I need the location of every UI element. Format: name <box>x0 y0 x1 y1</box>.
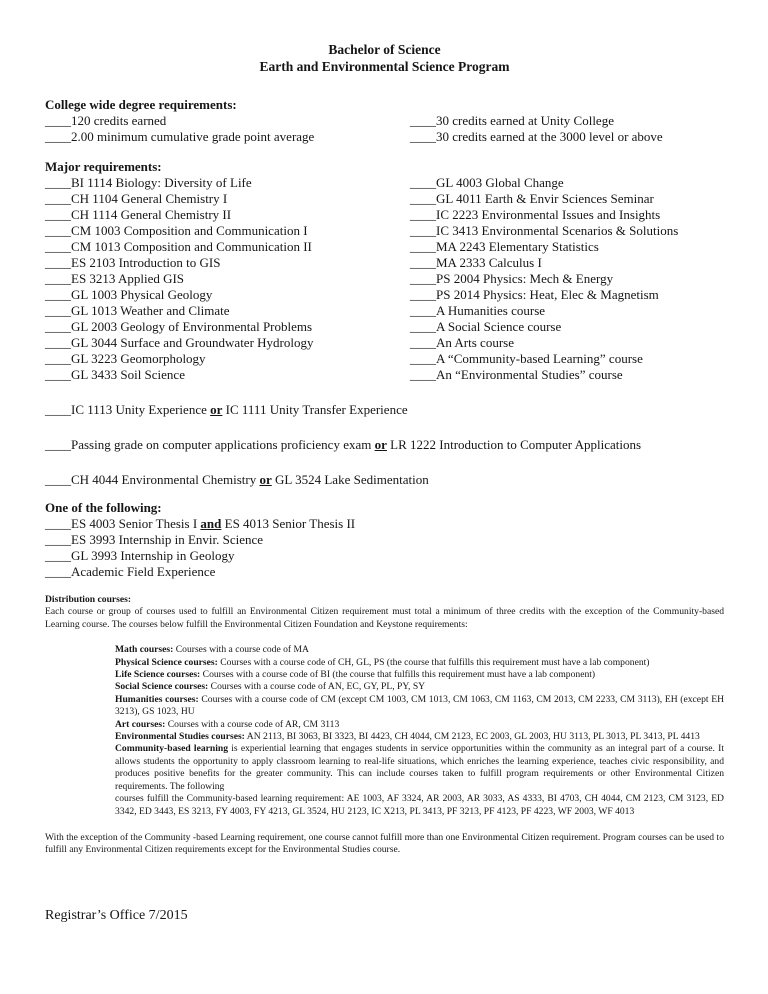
college-right-column <box>410 113 724 145</box>
college-requirements-section <box>45 97 724 145</box>
entry-label: Physical Science courses: <box>115 656 218 668</box>
entry-text: Courses with a course code of AR, CM 3113 <box>167 718 340 730</box>
checklist-item: ____CH 1104 General Chemistry I <box>45 191 228 206</box>
entry-label: Environmental Studies courses: <box>115 731 245 743</box>
or-after-text: LR 1222 Introduction to Computer Applications <box>386 437 642 452</box>
checklist-item: ____A Humanities course <box>410 303 546 318</box>
checklist-item: ____GL 4011 Earth & Envir Sciences Seminar <box>410 191 654 206</box>
one-of-following-section <box>45 500 724 580</box>
entry-text: AN 2113, BI 3063, BI 3323, BI 4423, CH 4044, CM 2123, EC 2003, GL 2003, HU 3113, PL 3013, PL 3413, PL 4413 <box>246 731 700 743</box>
entry-label: Humanities courses: <box>115 693 199 705</box>
distribution-entry-community-based-learning <box>115 743 724 793</box>
checklist-item: ____CH 1114 General Chemistry II <box>45 207 232 222</box>
entry-text: courses fulfill the Community-based learning requirement: AE 1003, AF 3324, AR 2003, AR 3033, AS 4333, BI 4703, CH 4044, CM 2123, CM 3123, ED 3342, ED 3443, ES 3213, FY 4003, FY 4213, GL 3524, HU 2123, IC X213, PL 3413, PF 3213, PF 4123, PF 4223, WF 2003, WF 4013 <box>115 793 724 817</box>
or-requirement-unity-experience <box>45 402 724 418</box>
distribution-intro-paragraph: Each course or group of courses used to fulfill an Environmental Citizen requirement must total a minimum of three credits with the exception of the Community-based Learning course. The courses below fulfill the Environmental Citizen Foundation and Keystone requirements: <box>45 606 724 630</box>
and-after-text: ES 4013 Senior Thesis II <box>221 516 356 531</box>
distribution-entry-art <box>115 719 724 731</box>
entry-label: Art courses: <box>115 718 166 730</box>
or-connector: or <box>374 437 387 452</box>
checklist-item: ____GL 4003 Global Change <box>410 175 564 190</box>
major-requirements-section <box>45 159 724 383</box>
checklist-item: ____IC 3413 Environmental Scenarios & Solutions <box>410 223 679 238</box>
or-connector: or <box>259 472 272 487</box>
checklist-item: ____IC 2223 Environmental Issues and Insights <box>410 207 661 222</box>
checklist-item: ____ES 3213 Applied GIS <box>45 271 185 286</box>
distribution-entry-physical-science <box>115 657 724 669</box>
checklist-item: ____CM 1013 Composition and Communication II <box>45 239 312 254</box>
or-after-text: IC 1111 Unity Transfer Experience <box>222 402 408 417</box>
college-requirements-columns <box>45 113 724 145</box>
college-requirements-heading: College wide degree requirements: <box>45 97 237 112</box>
distribution-entry-environmental-studies <box>115 731 724 743</box>
distribution-entry-humanities <box>115 694 724 719</box>
checklist-item: ____MA 2243 Elementary Statistics <box>410 239 599 254</box>
checklist-item-senior-thesis <box>45 516 724 532</box>
major-requirements-columns <box>45 175 724 383</box>
checklist-item: ____GL 1003 Physical Geology <box>45 287 213 302</box>
distribution-entry-life-science <box>115 669 724 681</box>
checklist-item: ____An “Environmental Studies” course <box>410 367 623 382</box>
checklist-item: ____PS 2014 Physics: Heat, Elec & Magnetism <box>410 287 659 302</box>
college-left-column <box>45 113 410 145</box>
entry-text: is experiential learning that engages students in service opportunities within the community as an integral part of a course. It allows students the opportunity to apply classroom learning to real-life situations, which enriches the learning experience, teaches civic responsibility, and produces positive benefits for the greater community. This can include courses taken to fulfill program requirements or other Environmental Citizen requirements. The following <box>115 743 725 792</box>
distribution-courses-section <box>45 594 724 857</box>
distribution-courses-heading: Distribution courses: <box>45 594 132 605</box>
program-title: Earth and Environmental Science Program <box>259 58 510 74</box>
checklist-item: ____GL 3223 Geomorphology <box>45 351 206 366</box>
checklist-item: ____120 credits earned <box>45 113 167 128</box>
and-connector: and <box>200 516 222 531</box>
entry-text: Courses with a course code of CM (except CM 1003, CM 1013, CM 1063, CM 1163, CM 2013, CM 2233, CM 3113), EH (except EH 3213), GS 1023, HU <box>115 693 724 718</box>
document-title <box>45 42 724 75</box>
checklist-item: ____ES 2103 Introduction to GIS <box>45 255 221 270</box>
checklist-item: ____A “Community-based Learning” course <box>410 351 643 366</box>
entry-text: Courses with a course code of AN, EC, GY, PL, PY, SY <box>210 681 426 693</box>
entry-label: Life Science courses: <box>115 669 201 681</box>
or-before-text: ____Passing grade on computer applications proficiency exam <box>45 437 375 452</box>
checklist-item: ____ES 3993 Internship in Envir. Science <box>45 532 264 547</box>
or-before-text: ____CH 4044 Environmental Chemistry <box>45 472 260 487</box>
or-before-text: ____IC 1113 Unity Experience <box>45 402 211 417</box>
or-connector: or <box>210 402 223 417</box>
entry-label: Math courses: <box>115 644 174 656</box>
major-right-column <box>410 175 724 383</box>
checklist-item: ____CM 1003 Composition and Communication I <box>45 223 308 238</box>
entry-text: Courses with a course code of CH, GL, PS (the course that fulfills this requirement must have a lab component) <box>220 656 650 668</box>
or-requirement-computer-applications <box>45 437 724 453</box>
one-of-following-heading: One of the following: <box>45 500 162 515</box>
distribution-closing-paragraph: With the exception of the Community -based Learning requirement, one course cannot fulfill more than one Environmental Citizen requirement. Program courses can be used to fulfill any Environmental Citizen requirements except for the Environmental Studies course. <box>45 831 724 856</box>
checklist-item: ____An Arts course <box>410 335 514 350</box>
or-after-text: GL 3524 Lake Sedimentation <box>271 472 429 487</box>
checklist-item: ____30 credits earned at the 3000 level or above <box>410 129 663 144</box>
checklist-item: ____A Social Science course <box>410 319 562 334</box>
checklist-item: ____GL 3993 Internship in Geology <box>45 548 235 563</box>
checklist-item: ____GL 3044 Surface and Groundwater Hydrology <box>45 335 314 350</box>
major-left-column <box>45 175 410 383</box>
entry-text: Courses with a course code of MA <box>175 644 309 656</box>
checklist-item: ____GL 1013 Weather and Climate <box>45 303 230 318</box>
entry-label: Social Science courses: <box>115 681 209 693</box>
checklist-item: ____GL 3433 Soil Science <box>45 367 185 382</box>
distribution-entry-math <box>115 644 724 656</box>
entry-label: Community-based learning <box>115 743 229 755</box>
checklist-item: ____BI 1114 Biology: Diversity of Life <box>45 175 252 190</box>
checklist-item: ____GL 2003 Geology of Environmental Problems <box>45 319 313 334</box>
and-before-text: ____ES 4003 Senior Thesis I <box>45 516 201 531</box>
checklist-item: ____2.00 minimum cumulative grade point average <box>45 129 315 144</box>
distribution-entry-community-based-courses <box>115 793 724 818</box>
distribution-entries <box>115 644 724 818</box>
distribution-entry-social-science <box>115 681 724 693</box>
entry-text: Courses with a course code of BI (the course that fulfills this requirement must have a lab component) <box>202 669 596 681</box>
registrar-footer: Registrar’s Office 7/2015 <box>45 907 188 923</box>
checklist-item: ____30 credits earned at Unity College <box>410 113 614 128</box>
degree-title: Bachelor of Science <box>328 42 441 57</box>
or-requirement-environmental-chemistry <box>45 472 724 488</box>
checklist-item: ____PS 2004 Physics: Mech & Energy <box>410 271 614 286</box>
checklist-item: ____Academic Field Experience <box>45 564 216 579</box>
major-requirements-heading: Major requirements: <box>45 159 162 174</box>
checklist-item: ____MA 2333 Calculus I <box>410 255 542 270</box>
